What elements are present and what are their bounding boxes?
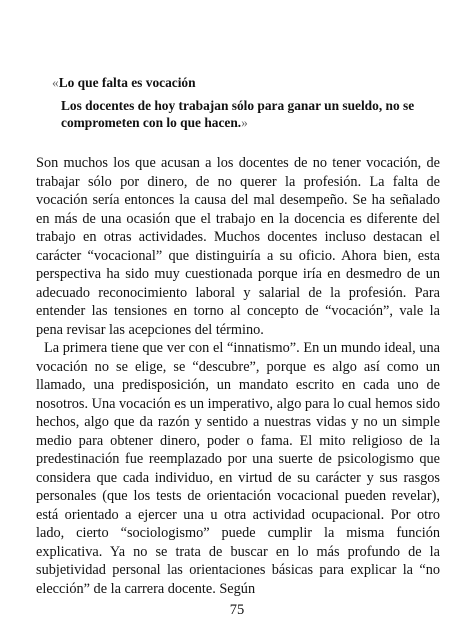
paragraph-1: Son muchos los que acusan a los docentes de no tener vocación, de trabajar sólo por dinero, de no querer la profesión. La falta de vocación sería entonces la causa del mal desempeño. Se ha señalado en más de una ocasión que el trabajo en la docencia es diferente del trabajo en otras actividades. Muchos docentes incluso destacan el carácter “vocacional” que distinguiría a su oficio. Ahora bien, esta perspectiva ha sido muy cuestionada porque iría en desmedro de un adecuado reconocimiento laboral y salarial de la profesión. Para entender las tensiones en torno al concepto de “vocación”, vale la pena revisar las acepciones del término. <box>36 155 440 338</box>
pull-quote-title: Lo que falta es vocación <box>58 75 196 90</box>
pull-quote-body-line <box>61 97 432 131</box>
page-number: 75 <box>229 602 245 618</box>
body-text <box>36 154 440 598</box>
pull-quote-title-line <box>52 74 432 91</box>
closing-guillemet: » <box>241 115 248 130</box>
opening-guillemet: « <box>52 75 59 90</box>
pull-quote <box>52 74 432 131</box>
pull-quote-text: Los docentes de hoy trabajan sólo para ganar un sueldo, no se comprometen con lo que hacen. <box>61 98 415 130</box>
paragraph-2: La primera tiene que ver con el “innatismo”. En un mundo ideal, una vocación no se elige, se “descubre”, porque es algo así como un llamado, una predisposición, un mandato escrito en cada uno de nosotros. Una vocación es un imperativo, algo para lo cual hemos sido hechos, algo que da razón y sentido a nuestras vidas y no un simple medio para obtener dinero, poder o fama. El mito religioso de la predestinación fue reemplazado por una suerte de psicologismo que considera que cada individuo, en virtud de su carácter y sus rasgos personales (que los tests de orientación vocacional pueden revelar), está orientado a ejercer una u otra actividad ocupacional. Por otro lado, cierto “sociologismo” puede cumplir la misma función explicativa. Ya no se trata de buscar en lo más profundo de la subjetividad personal las orientaciones básicas para explicar la “no elección” de la carrera docente. Según <box>36 340 440 597</box>
